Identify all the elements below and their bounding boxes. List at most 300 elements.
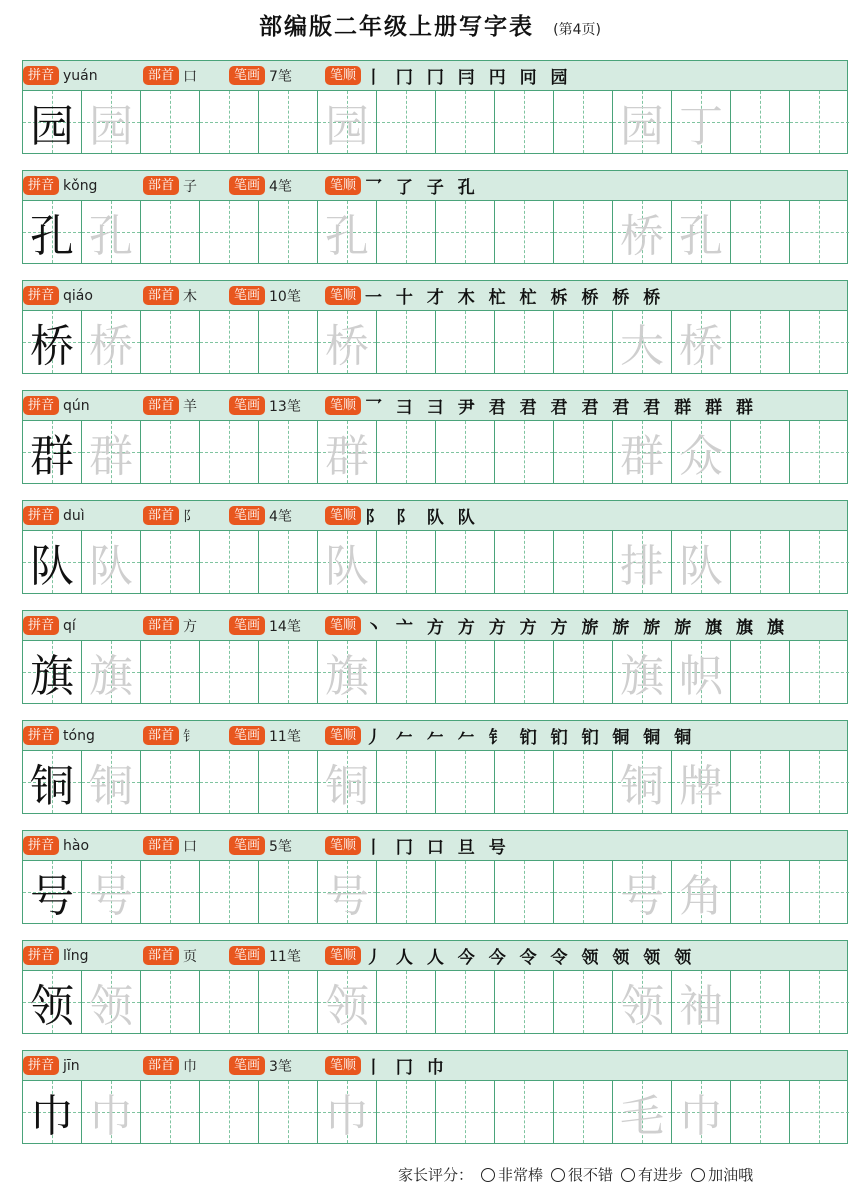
stroke-count-group <box>229 1056 325 1076</box>
writing-cell[interactable] <box>495 311 554 373</box>
stroke-count-badge: 笔画 <box>229 506 265 525</box>
stroke-count-group <box>229 176 325 196</box>
radical-value: 木 <box>183 288 198 305</box>
pinyin-group <box>23 1056 143 1075</box>
writing-cell[interactable] <box>200 311 259 373</box>
radical-group <box>143 506 229 526</box>
writing-cell[interactable] <box>23 91 82 153</box>
trace-character: 号 <box>620 871 664 922</box>
trace-character: 牌 <box>679 761 723 812</box>
writing-grid <box>23 421 847 483</box>
writing-cell[interactable] <box>436 311 495 373</box>
writing-grid <box>23 641 847 703</box>
writing-cell[interactable] <box>554 201 613 263</box>
char-row <box>22 280 848 374</box>
writing-cell[interactable] <box>318 971 377 1033</box>
radical-badge: 部首 <box>143 286 179 305</box>
writing-cell[interactable] <box>495 751 554 813</box>
writing-cell[interactable] <box>377 201 436 263</box>
writing-cell[interactable] <box>318 201 377 263</box>
writing-cell[interactable] <box>200 971 259 1033</box>
pinyin-group <box>23 506 143 525</box>
radical-badge: 部首 <box>143 1056 179 1075</box>
stroke-order-badge: 笔顺 <box>325 616 361 635</box>
writing-cell[interactable] <box>23 861 82 923</box>
writing-cell[interactable] <box>672 861 731 923</box>
trace-character: 群 <box>620 431 664 482</box>
writing-cell[interactable] <box>141 861 200 923</box>
trace-character: 园 <box>620 101 664 152</box>
writing-cell[interactable] <box>790 531 849 593</box>
stroke-count-badge: 笔画 <box>229 286 265 305</box>
trace-character: 巾 <box>679 1091 723 1142</box>
writing-cell[interactable] <box>259 751 318 813</box>
model-character: 孔 <box>30 211 74 262</box>
stroke-order-group <box>325 503 479 528</box>
writing-cell[interactable] <box>495 1081 554 1143</box>
char-info-bar <box>23 721 847 751</box>
trace-character: 巾 <box>325 1091 369 1142</box>
writing-cell[interactable] <box>495 201 554 263</box>
writing-cell[interactable] <box>377 1081 436 1143</box>
stroke-count-value: 13笔 <box>269 398 301 415</box>
writing-cell[interactable] <box>318 861 377 923</box>
rating-option-good[interactable]: 很不错 <box>551 1164 613 1185</box>
writing-grid <box>23 311 847 373</box>
stroke-order-badge: 笔顺 <box>325 946 361 965</box>
radical-badge: 部首 <box>143 946 179 965</box>
writing-cell[interactable] <box>82 751 141 813</box>
writing-cell[interactable] <box>82 1081 141 1143</box>
writing-cell[interactable] <box>495 971 554 1033</box>
char-info-bar <box>23 831 847 861</box>
writing-cell[interactable] <box>554 861 613 923</box>
char-info-bar <box>23 611 847 641</box>
writing-cell[interactable] <box>141 1081 200 1143</box>
writing-grid <box>23 971 847 1033</box>
radical-badge: 部首 <box>143 836 179 855</box>
writing-cell[interactable] <box>436 641 495 703</box>
stroke-count-value: 14笔 <box>269 618 301 635</box>
writing-cell[interactable] <box>318 1081 377 1143</box>
trace-character: 桥 <box>89 321 133 372</box>
writing-cell[interactable] <box>23 971 82 1033</box>
pinyin-group <box>23 286 143 305</box>
writing-cell[interactable] <box>672 91 731 153</box>
pinyin-value: kǒng <box>63 177 98 194</box>
trace-character: 群 <box>325 431 369 482</box>
pinyin-value: qún <box>63 397 90 414</box>
trace-character: 号 <box>325 871 369 922</box>
stroke-order-badge: 笔顺 <box>325 836 361 855</box>
writing-cell[interactable] <box>672 1081 731 1143</box>
writing-cell[interactable] <box>790 201 849 263</box>
writing-cell[interactable] <box>141 641 200 703</box>
writing-grid <box>23 201 847 263</box>
radical-group <box>143 836 229 856</box>
writing-cell[interactable] <box>141 531 200 593</box>
writing-cell[interactable] <box>672 311 731 373</box>
writing-cell[interactable] <box>731 641 790 703</box>
trace-character: 众 <box>679 431 723 482</box>
writing-cell[interactable] <box>318 91 377 153</box>
trace-character: 队 <box>325 541 369 592</box>
stroke-count-badge: 笔画 <box>229 1056 265 1075</box>
stroke-count-value: 11笔 <box>269 728 301 745</box>
writing-cell[interactable] <box>82 531 141 593</box>
char-info-bar <box>23 941 847 971</box>
pinyin-badge: 拼音 <box>23 616 59 635</box>
writing-cell[interactable] <box>613 311 672 373</box>
pinyin-badge: 拼音 <box>23 286 59 305</box>
pinyin-badge: 拼音 <box>23 396 59 415</box>
writing-cell[interactable] <box>141 971 200 1033</box>
trace-character: 队 <box>89 541 133 592</box>
writing-cell[interactable] <box>731 751 790 813</box>
writing-cell[interactable] <box>23 311 82 373</box>
stroke-order-badge: 笔顺 <box>325 1056 361 1075</box>
char-info-bar <box>23 61 847 91</box>
writing-cell[interactable] <box>495 861 554 923</box>
radical-group <box>143 616 229 636</box>
pinyin-group <box>23 616 143 635</box>
char-row <box>22 60 848 154</box>
rating-option-progress[interactable]: 有进步 <box>621 1164 683 1185</box>
writing-cell[interactable] <box>790 91 849 153</box>
model-character: 桥 <box>30 321 74 372</box>
pinyin-value: tóng <box>63 727 95 744</box>
stroke-order-value: 阝 阝 队 队 <box>365 508 479 528</box>
writing-cell[interactable] <box>554 641 613 703</box>
writing-cell[interactable] <box>613 201 672 263</box>
writing-cell[interactable] <box>377 311 436 373</box>
writing-cell[interactable] <box>613 1081 672 1143</box>
writing-cell[interactable] <box>82 641 141 703</box>
writing-cell[interactable] <box>436 861 495 923</box>
writing-cell[interactable] <box>731 531 790 593</box>
writing-cell[interactable] <box>200 861 259 923</box>
trace-character: 帜 <box>679 651 723 702</box>
writing-cell[interactable] <box>790 641 849 703</box>
writing-cell[interactable] <box>318 421 377 483</box>
stroke-order-group <box>325 283 664 308</box>
trace-character: 孔 <box>679 211 723 262</box>
pinyin-badge: 拼音 <box>23 946 59 965</box>
writing-cell[interactable] <box>200 751 259 813</box>
writing-cell[interactable] <box>377 641 436 703</box>
stroke-count-group <box>229 286 325 306</box>
stroke-count-badge: 笔画 <box>229 726 265 745</box>
pinyin-value: hào <box>63 837 90 854</box>
writing-cell[interactable] <box>672 971 731 1033</box>
writing-cell[interactable] <box>672 751 731 813</box>
writing-cell[interactable] <box>200 201 259 263</box>
writing-cell[interactable] <box>790 311 849 373</box>
writing-cell[interactable] <box>82 421 141 483</box>
writing-cell[interactable] <box>23 201 82 263</box>
stroke-order-value: 丿 𠂉 𠂉 𠂉 钅 钔 钔 钔 铜 铜 铜 <box>365 728 696 748</box>
writing-cell[interactable] <box>790 421 849 483</box>
trace-character: 孔 <box>325 211 369 262</box>
writing-cell[interactable] <box>23 641 82 703</box>
pinyin-badge: 拼音 <box>23 66 59 85</box>
writing-cell[interactable] <box>554 421 613 483</box>
stroke-order-group <box>325 613 788 638</box>
writing-cell[interactable] <box>259 531 318 593</box>
writing-cell[interactable] <box>495 641 554 703</box>
writing-cell[interactable] <box>731 201 790 263</box>
writing-cell[interactable] <box>554 751 613 813</box>
writing-cell[interactable] <box>731 91 790 153</box>
writing-cell[interactable] <box>613 641 672 703</box>
writing-cell[interactable] <box>23 421 82 483</box>
writing-cell[interactable] <box>436 971 495 1033</box>
writing-cell[interactable] <box>613 861 672 923</box>
writing-cell[interactable] <box>436 91 495 153</box>
writing-cell[interactable] <box>613 91 672 153</box>
model-character: 旗 <box>30 651 74 702</box>
writing-cell[interactable] <box>200 421 259 483</box>
pinyin-value: jīn <box>63 1057 80 1074</box>
writing-cell[interactable] <box>377 751 436 813</box>
page-number: (第4页) <box>553 22 601 38</box>
stroke-order-group <box>325 1053 448 1078</box>
pinyin-badge: 拼音 <box>23 1056 59 1075</box>
trace-character: 领 <box>620 981 664 1032</box>
writing-cell[interactable] <box>436 421 495 483</box>
pinyin-group <box>23 726 143 745</box>
writing-cell[interactable] <box>436 201 495 263</box>
model-character: 队 <box>30 541 74 592</box>
radical-value: 钅 <box>183 728 198 745</box>
writing-cell[interactable] <box>82 311 141 373</box>
writing-cell[interactable] <box>318 751 377 813</box>
writing-cell[interactable] <box>259 641 318 703</box>
stroke-count-badge: 笔画 <box>229 836 265 855</box>
writing-cell[interactable] <box>495 91 554 153</box>
writing-grid <box>23 531 847 593</box>
stroke-order-badge: 笔顺 <box>325 66 361 85</box>
writing-cell[interactable] <box>82 91 141 153</box>
char-info-bar <box>23 391 847 421</box>
writing-cell[interactable] <box>141 751 200 813</box>
writing-cell[interactable] <box>495 421 554 483</box>
writing-cell[interactable] <box>790 1081 849 1143</box>
radical-value: 羊 <box>183 398 198 415</box>
pinyin-group <box>23 176 143 195</box>
writing-cell[interactable] <box>200 91 259 153</box>
stroke-count-group <box>229 66 325 86</box>
writing-cell[interactable] <box>672 641 731 703</box>
rating-option-keep-trying[interactable]: 加油哦 <box>691 1164 753 1185</box>
stroke-count-group <box>229 726 325 746</box>
writing-cell[interactable] <box>731 971 790 1033</box>
trace-character: 旗 <box>89 651 133 702</box>
char-row <box>22 500 848 594</box>
writing-cell[interactable] <box>318 311 377 373</box>
radio-circle-icon[interactable] <box>621 1168 635 1182</box>
trace-character: 队 <box>679 541 723 592</box>
trace-character: 丁 <box>679 101 723 152</box>
parent-rating <box>398 1164 753 1185</box>
model-character: 铜 <box>30 761 74 812</box>
writing-cell[interactable] <box>23 751 82 813</box>
writing-cell[interactable] <box>672 421 731 483</box>
char-row <box>22 610 848 704</box>
radical-value: 方 <box>183 618 198 635</box>
writing-cell[interactable] <box>613 751 672 813</box>
radical-badge: 部首 <box>143 726 179 745</box>
radio-circle-icon[interactable] <box>691 1168 705 1182</box>
writing-cell[interactable] <box>554 1081 613 1143</box>
writing-cell[interactable] <box>259 311 318 373</box>
model-character: 领 <box>30 981 74 1032</box>
trace-character: 群 <box>89 431 133 482</box>
writing-cell[interactable] <box>200 531 259 593</box>
stroke-order-group <box>325 63 572 88</box>
stroke-count-group <box>229 506 325 526</box>
trace-character: 铜 <box>620 761 664 812</box>
writing-cell[interactable] <box>554 971 613 1033</box>
writing-grid <box>23 91 847 153</box>
writing-cell[interactable] <box>259 201 318 263</box>
writing-cell[interactable] <box>495 531 554 593</box>
pinyin-value: yuán <box>63 67 98 84</box>
writing-cell[interactable] <box>554 311 613 373</box>
stroke-order-badge: 笔顺 <box>325 506 361 525</box>
writing-cell[interactable] <box>82 971 141 1033</box>
pinyin-badge: 拼音 <box>23 506 59 525</box>
trace-character: 袖 <box>679 981 723 1032</box>
trace-character: 旗 <box>620 651 664 702</box>
trace-character: 巾 <box>89 1091 133 1142</box>
char-info-bar <box>23 281 847 311</box>
writing-cell[interactable] <box>141 201 200 263</box>
trace-character: 园 <box>89 101 133 152</box>
stroke-count-value: 5笔 <box>269 838 292 855</box>
radical-badge: 部首 <box>143 176 179 195</box>
writing-cell[interactable] <box>554 91 613 153</box>
trace-character: 角 <box>679 871 723 922</box>
writing-cell[interactable] <box>436 531 495 593</box>
stroke-count-badge: 笔画 <box>229 396 265 415</box>
writing-cell[interactable] <box>23 1081 82 1143</box>
writing-cell[interactable] <box>200 641 259 703</box>
writing-cell[interactable] <box>377 91 436 153</box>
writing-cell[interactable] <box>377 861 436 923</box>
radio-circle-icon[interactable] <box>551 1168 565 1182</box>
char-info-bar <box>23 1051 847 1081</box>
stroke-order-value: 一 十 才 木 杧 杧 柝 桥 桥 桥 <box>365 288 665 308</box>
writing-cell[interactable] <box>790 751 849 813</box>
writing-cell[interactable] <box>554 531 613 593</box>
writing-cell[interactable] <box>82 201 141 263</box>
char-row <box>22 1050 848 1144</box>
writing-cell[interactable] <box>259 971 318 1033</box>
writing-cell[interactable] <box>318 641 377 703</box>
radical-group <box>143 1056 229 1076</box>
writing-cell[interactable] <box>141 91 200 153</box>
pinyin-group <box>23 946 143 965</box>
writing-cell[interactable] <box>141 311 200 373</box>
char-row <box>22 390 848 484</box>
radical-value: 阝 <box>183 508 198 525</box>
trace-character: 排 <box>620 541 664 592</box>
page-header <box>0 8 860 41</box>
trace-character: 铜 <box>89 761 133 812</box>
trace-character: 铜 <box>325 761 369 812</box>
pinyin-group <box>23 396 143 415</box>
writing-cell[interactable] <box>790 861 849 923</box>
writing-cell[interactable] <box>436 1081 495 1143</box>
stroke-order-value: 乛 ⺕ 彐 尹 君 君 君 君 君 君 群 群 群 <box>365 398 758 418</box>
char-row <box>22 940 848 1034</box>
pinyin-group <box>23 836 143 855</box>
radical-group <box>143 176 229 196</box>
trace-character: 孔 <box>89 211 133 262</box>
writing-cell[interactable] <box>318 531 377 593</box>
trace-character: 领 <box>89 981 133 1032</box>
trace-character: 旗 <box>325 651 369 702</box>
char-row <box>22 720 848 814</box>
rating-option-great[interactable]: 非常棒 <box>481 1164 543 1185</box>
writing-cell[interactable] <box>731 1081 790 1143</box>
writing-cell[interactable] <box>259 91 318 153</box>
stroke-count-badge: 笔画 <box>229 66 265 85</box>
writing-cell[interactable] <box>731 421 790 483</box>
writing-cell[interactable] <box>672 531 731 593</box>
trace-character: 桥 <box>325 321 369 372</box>
writing-cell[interactable] <box>613 531 672 593</box>
trace-character: 桥 <box>620 211 664 262</box>
writing-cell[interactable] <box>436 751 495 813</box>
writing-cell[interactable] <box>672 201 731 263</box>
writing-cell[interactable] <box>82 861 141 923</box>
stroke-count-value: 11笔 <box>269 948 301 965</box>
writing-cell[interactable] <box>731 311 790 373</box>
radio-circle-icon[interactable] <box>481 1168 495 1182</box>
writing-cell[interactable] <box>23 531 82 593</box>
writing-cell[interactable] <box>790 971 849 1033</box>
pinyin-badge: 拼音 <box>23 726 59 745</box>
writing-cell[interactable] <box>259 861 318 923</box>
stroke-count-value: 10笔 <box>269 288 301 305</box>
radical-badge: 部首 <box>143 66 179 85</box>
trace-character: 号 <box>89 871 133 922</box>
writing-cell[interactable] <box>259 421 318 483</box>
stroke-count-group <box>229 836 325 856</box>
writing-cell[interactable] <box>141 421 200 483</box>
char-row <box>22 830 848 924</box>
writing-cell[interactable] <box>377 421 436 483</box>
stroke-count-value: 3笔 <box>269 1058 292 1075</box>
writing-cell[interactable] <box>377 531 436 593</box>
writing-cell[interactable] <box>731 861 790 923</box>
radical-value: 子 <box>183 178 198 195</box>
writing-cell[interactable] <box>613 971 672 1033</box>
char-info-bar <box>23 171 847 201</box>
radical-badge: 部首 <box>143 616 179 635</box>
stroke-order-value: 丨 冂 巾 <box>365 1058 448 1078</box>
writing-cell[interactable] <box>613 421 672 483</box>
model-character: 号 <box>30 871 74 922</box>
writing-cell[interactable] <box>377 971 436 1033</box>
trace-character: 领 <box>325 981 369 1032</box>
writing-cell[interactable] <box>259 1081 318 1143</box>
writing-cell[interactable] <box>200 1081 259 1143</box>
stroke-order-group <box>325 943 695 968</box>
char-row <box>22 170 848 264</box>
